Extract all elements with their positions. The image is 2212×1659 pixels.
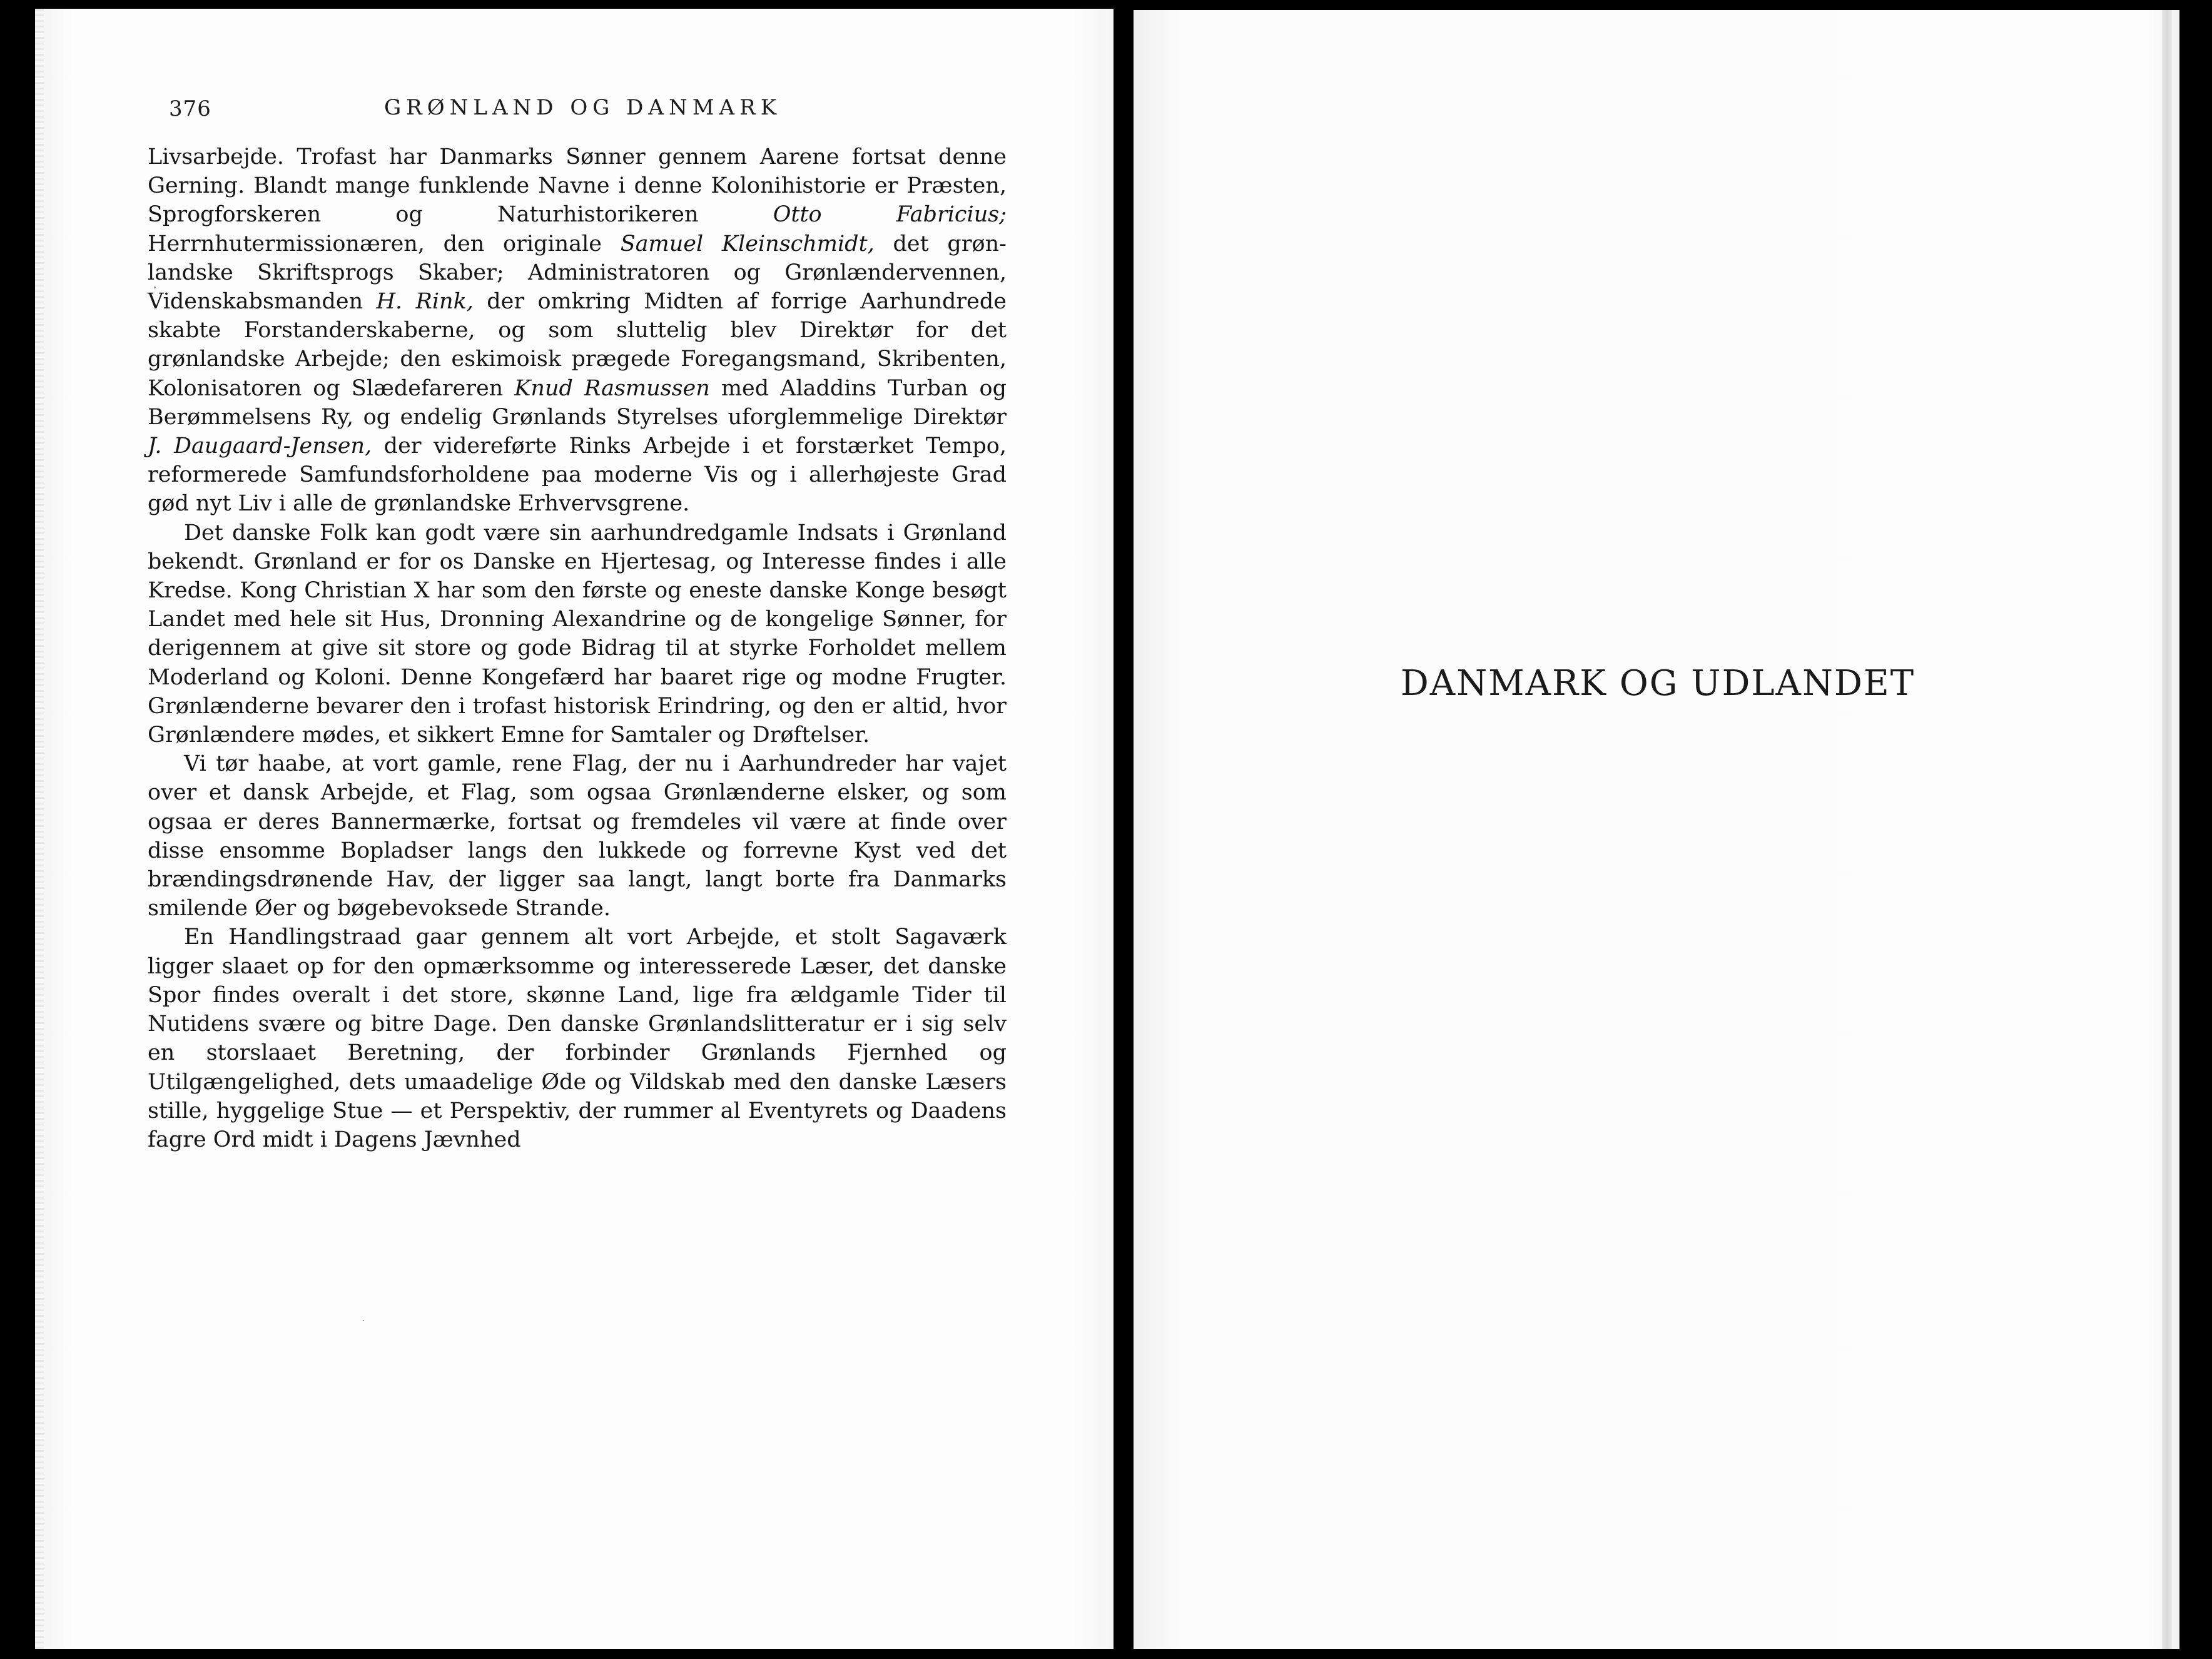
text-segment: Det danske Folk kan godt være sin aarhundredgamle Indsats i Grønland bekendt. Grønland er for os Danske en Hjertesag, og Interesse findes i alle Kredse. Kong Christian X har som den første og eneste danske Konge besøgt Landet med hele sit Hus, Dronning Alexandrine og de kongelige Sønner, for derigennem at give sit store og gode Bidrag til at styrke Forholdet mellem Moderland og Koloni. Denne Kongefærd har baaret rige og modne Frugter. Grønlænderne bevarer den i trofast historisk Erindring, og den er altid, hvor Grønlændere mødes, et sikkert Emne for Samtaler og Drøftelser.: [148, 520, 1007, 748]
running-head-title: GRØNLAND OG DANMARK: [384, 95, 782, 120]
text-segment: der omkring Midten af forrige Aarhundrede skabte Forstanderskaberne, og som sluttelig blev Direktør for det grønlandske Arbejde; den eskimoisk prægede Foregangsmand, Skribenten, Kolonisatoren og Slædefareren: [148, 289, 1007, 401]
page-stack-edge: [35, 9, 44, 1649]
print-speck: [154, 287, 156, 288]
body-text: [148, 143, 1007, 1154]
text-segment: der videreførte Rinks Arbejde i et forstærket Tempo, reformerede Samfundsforholdene paa moderne Vis og i allerhøjeste Grad gød nyt Liv i alle de grønlandske Erhvervsgrene.: [148, 434, 1007, 517]
page-number: 376: [169, 96, 211, 121]
paragraph: [148, 749, 1007, 923]
text-segment: Vi tør haabe, at vort gamle, rene Flag, der nu i Aarhundreder har vajet over et dansk Arbejde, et Flag, som ogsaa Grønlænderne elsker, og som ogsaa er deres Bannermærke, fortsat og fremdeles vil være at finde over disse ensomme Bopladser langs den lukkede og forrevne Kyst ved det brændingsdrønende Hav, der ligger saa langt, langt borte fra Danmarks smilende Øer og bøgebevoksede Strande.: [148, 751, 1007, 921]
paragraph: [148, 923, 1007, 1154]
book-edge: [2162, 10, 2172, 1649]
italic-name: J. Daugaard-Jensen,: [148, 434, 372, 459]
running-head: [169, 85, 1007, 129]
italic-name: Knud Rasmussen: [514, 375, 710, 401]
paragraph: [148, 143, 1007, 519]
chapter-title: DANMARK OG UDLANDET: [1400, 663, 1915, 704]
italic-name: H. Rink,: [376, 289, 474, 315]
print-speck: [363, 1320, 364, 1321]
italic-name: Otto Fabricius;: [773, 202, 1007, 228]
italic-name: Samuel Kleinschmidt,: [620, 231, 875, 256]
text-segment: En Handlingstraad gaar gennem alt vort Arbejde, et stolt Sagaværk ligger slaaet op for den opmærksomme og interesserede Læser, det danske Spor findes overalt i det store, skønne Land, lige fra ældgamle Tider til Nutidens svære og bitre Dage. Den danske Grønlandslitteratur er i sig selv en storslaaet Beretning, der forbinder Grønlands Fjernhed og Utilgængelighed, dets umaadelige Øde og Vildskab med den danske Læsers stille, hyggelige Stue — et Perspektiv, der rummer al Eventyrets og Daadens fagre Ord midt i Dagens Jævnhed: [148, 925, 1007, 1152]
right-page: [1134, 10, 2179, 1649]
text-segment: med Aladdins Turban og Berømmelsens Ry, og endelig Grønlands Styrelses uforglemmelige Direktør: [148, 375, 1007, 430]
paragraph: [148, 519, 1007, 750]
text-segment: det grønlandske Skriftsprogs Skaber; Administratoren og Grønlændervennen, Videnskabsmanden: [148, 231, 1007, 315]
text-segment: Livsarbejde. Trofast har Danmarks Sønner gennem Aarene fortsat denne Gerning. Blandt mange funklende Navne i denne Kolonihistorie er Præsten, Sprogforskeren og Naturhistorikeren: [148, 145, 1007, 228]
text-segment: Herrnhutermissionæren, den originale: [148, 231, 621, 256]
